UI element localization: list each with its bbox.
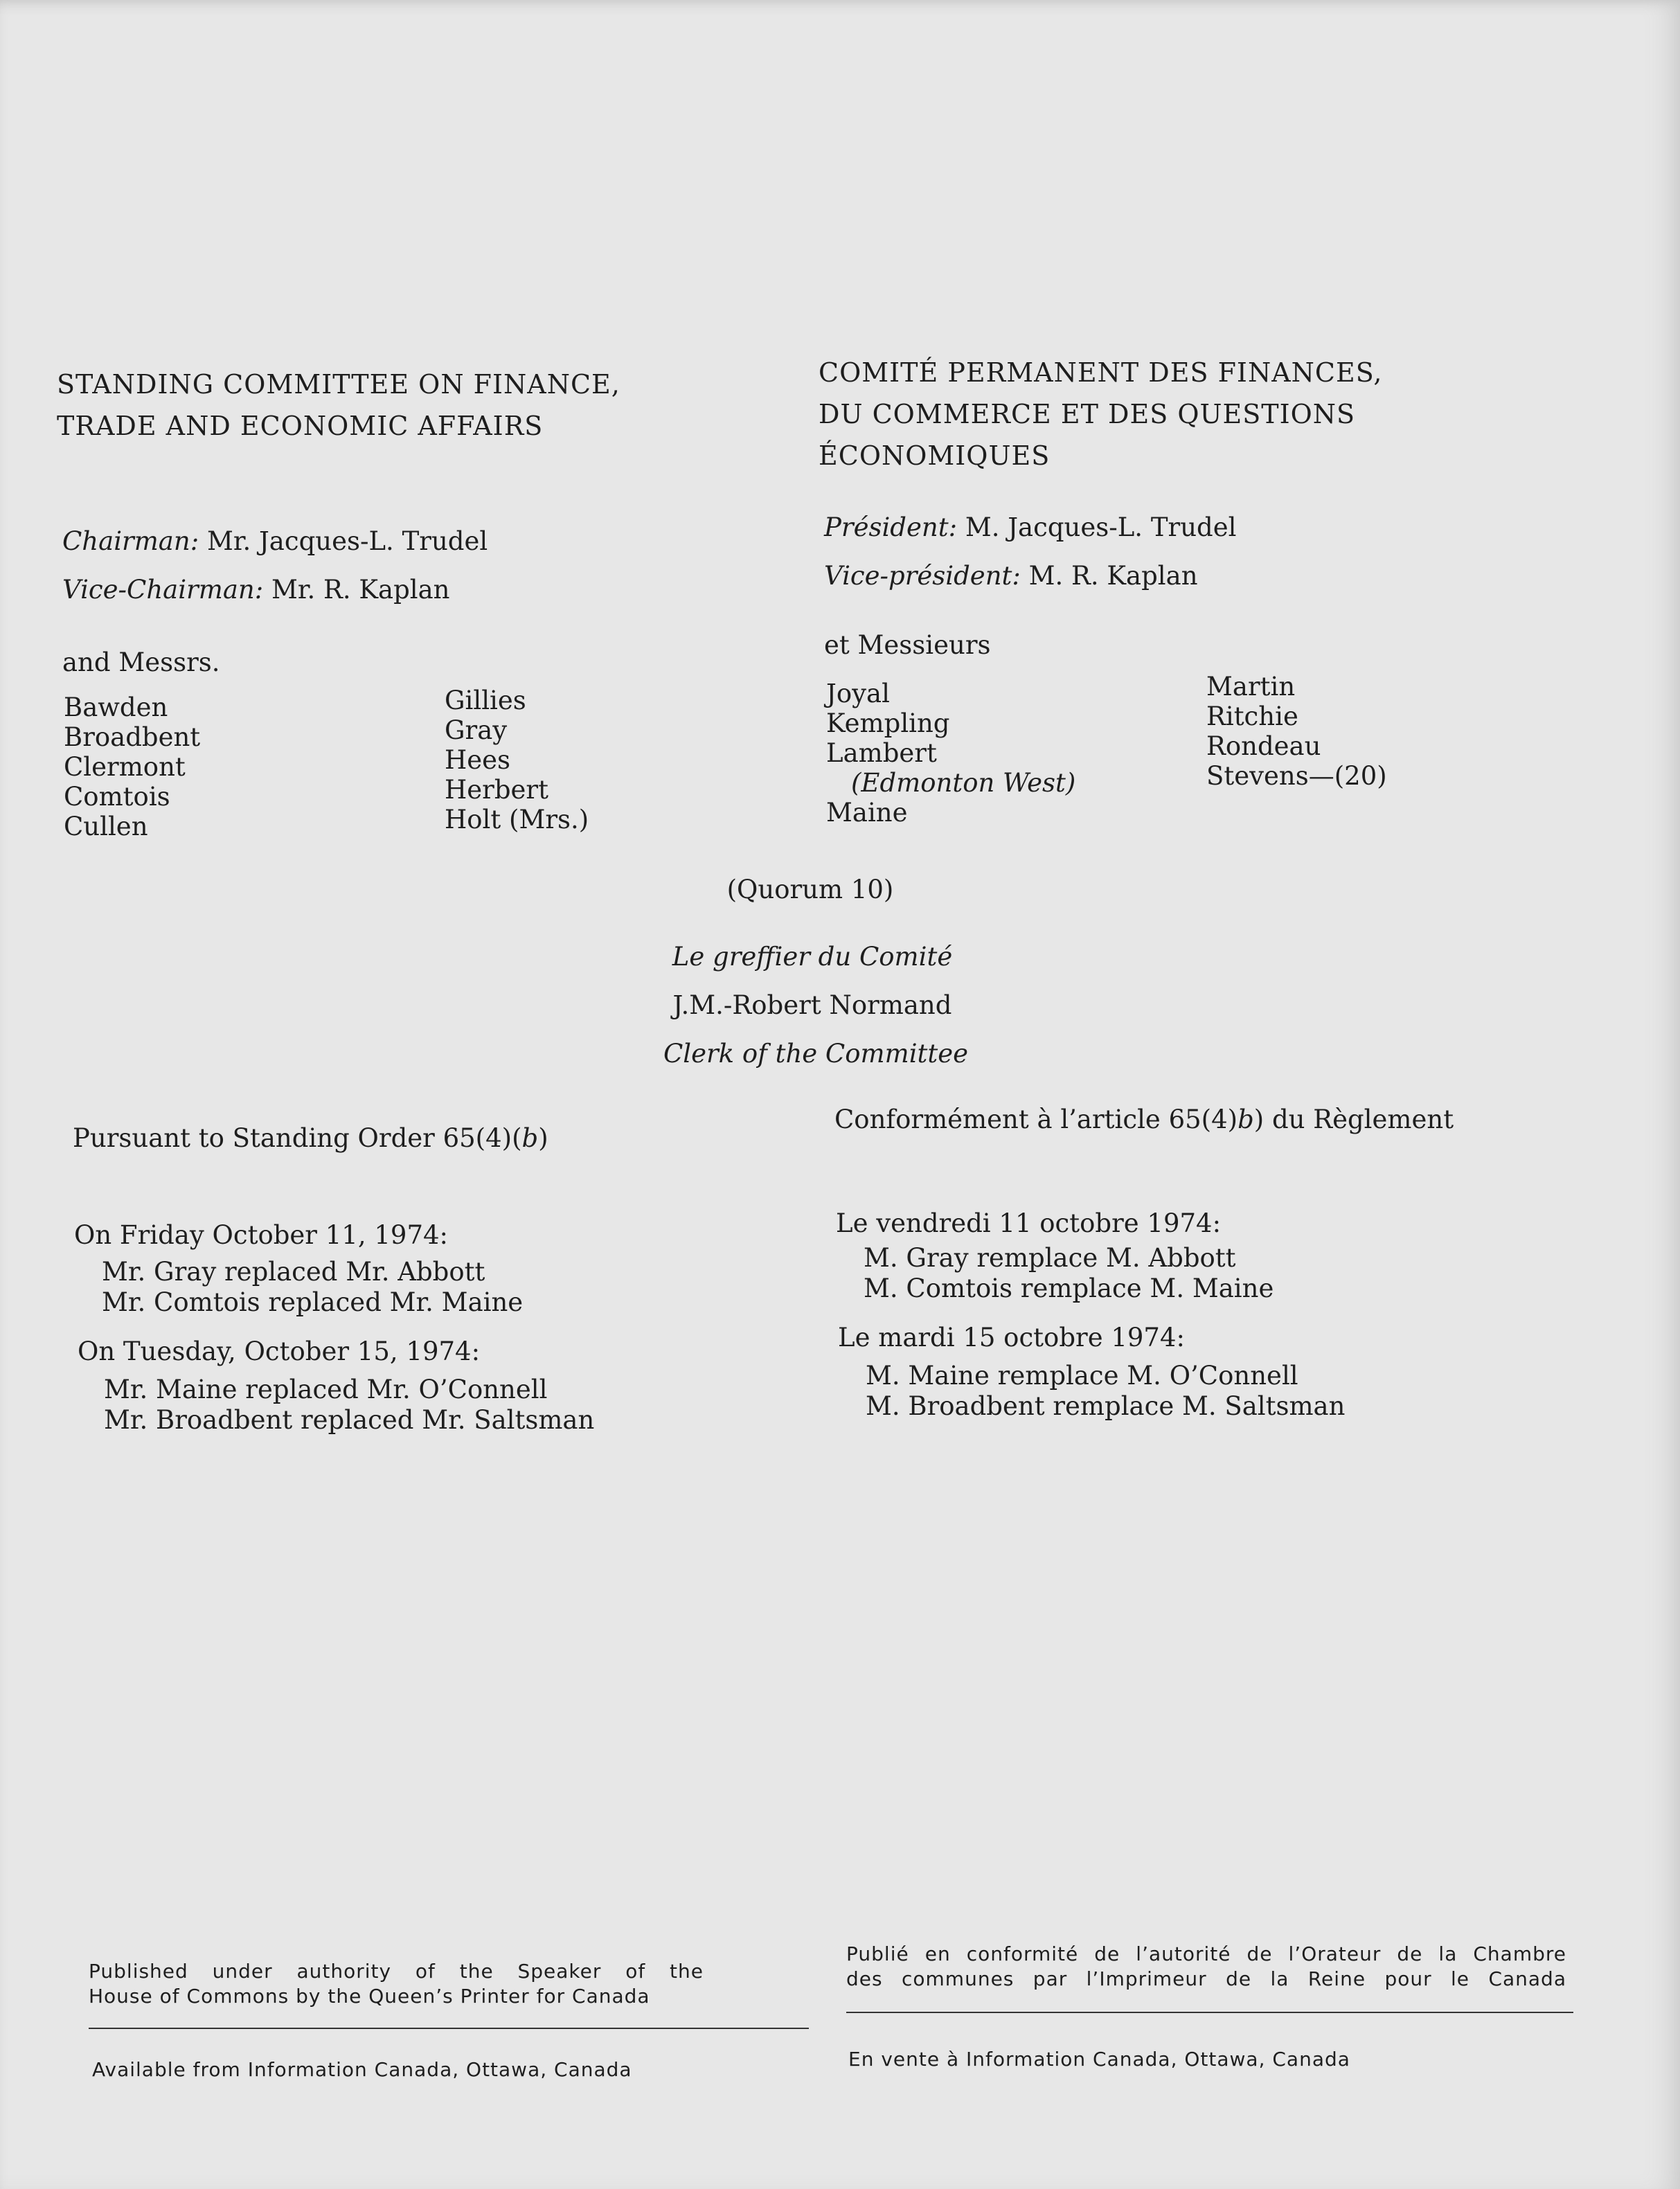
president-name: M. Jacques-L. Trudel — [965, 512, 1237, 542]
date1-fr: Le vendredi 11 octobre 1974: — [836, 1208, 1222, 1238]
list-item: M. Comtois remplace M. Maine — [864, 1274, 1274, 1303]
chairman-label: Chairman: — [62, 526, 199, 556]
date2-en-items — [104, 1375, 594, 1436]
list-item: Mr. Gray replaced Mr. Abbott — [102, 1257, 485, 1287]
greffier-label: Le greffier du Comité — [672, 942, 953, 972]
list-item: Mr. Maine replaced Mr. O’Connell — [104, 1375, 548, 1404]
list-item: Ritchie — [1206, 702, 1298, 731]
committee-title-fr-line3: ÉCONOMIQUES — [819, 440, 1051, 471]
published-fr-line2: des communes par l’Imprimeur de la Reine pour le Canada — [846, 1967, 1566, 1990]
vice-chairman-en — [62, 575, 449, 605]
date1-en: On Friday October 11, 1974: — [74, 1220, 448, 1250]
list-item: Comtois — [64, 782, 170, 812]
list-item: Herbert — [445, 775, 548, 805]
committee-title-fr-line2: DU COMMERCE ET DES QUESTIONS — [819, 399, 1356, 429]
published-fr: Publié en conformité de l’autorité de l’Orateur de la Chambre — [846, 1942, 1566, 1965]
list-item: Cullen — [64, 812, 148, 841]
date1-en-items — [102, 1257, 523, 1318]
members-fr-col1 — [826, 679, 1075, 828]
committee-title-fr-line1: COMITÉ PERMANENT DES FINANCES, — [819, 357, 1383, 388]
vice-chairman-name: Mr. R. Kaplan — [271, 575, 450, 605]
list-item: Stevens—(20) — [1206, 761, 1387, 791]
date2-fr: Le mardi 15 octobre 1974: — [838, 1323, 1185, 1352]
committee-title-en-line2: TRADE AND ECONOMIC AFFAIRS — [57, 411, 544, 441]
list-item-note: (Edmonton West) — [851, 768, 1076, 798]
list-item: Mr. Comtois replaced Mr. Maine — [102, 1287, 524, 1317]
quorum: (Quorum 10) — [726, 875, 894, 904]
vice-president-name: M. R. Kaplan — [1028, 561, 1198, 591]
available-en: Available from Information Canada, Ottawa, Canada — [92, 2058, 632, 2081]
list-item: Martin — [1206, 672, 1296, 702]
president-fr — [824, 512, 1236, 543]
published-en-line2: House of Commons by the Queen’s Printer for Canada — [89, 1985, 650, 2008]
members-en-col1 — [64, 693, 200, 841]
chairman-en — [62, 526, 488, 557]
date2-fr-items — [866, 1361, 1345, 1422]
list-item: Rondeau — [1206, 731, 1321, 761]
conformement-fr: Conformément à l’article 65(4)b) du Règlement — [834, 1105, 1454, 1134]
committee-title-fr — [819, 352, 1580, 476]
list-item: Hees — [445, 745, 511, 775]
pursuant-en: Pursuant to Standing Order 65(4)(b) — [73, 1123, 548, 1153]
list-item: Gillies — [445, 686, 526, 715]
et-messieurs: et Messieurs — [824, 630, 991, 660]
list-item: M. Broadbent remplace M. Saltsman — [866, 1391, 1346, 1421]
vice-chairman-label: Vice-Chairman: — [62, 575, 264, 605]
list-item: Lambert — [826, 738, 937, 768]
clerk-name: J.M.-Robert Normand — [672, 990, 952, 1020]
list-item: Mr. Broadbent replaced Mr. Saltsman — [104, 1405, 595, 1435]
chairman-name: Mr. Jacques-L. Trudel — [206, 526, 488, 556]
vice-president-fr — [824, 561, 1198, 591]
date2-en: On Tuesday, October 15, 1974: — [78, 1337, 481, 1366]
list-item: Maine — [826, 798, 908, 828]
list-item: M. Maine remplace M. O’Connell — [866, 1361, 1298, 1391]
available-fr: En vente à Information Canada, Ottawa, Canada — [848, 2048, 1350, 2071]
list-item: Kempling — [826, 708, 950, 738]
list-item: Clermont — [64, 752, 186, 782]
divider — [89, 2028, 809, 2029]
members-fr-col2 — [1206, 672, 1387, 791]
committee-title-en — [57, 364, 819, 447]
divider — [846, 2012, 1573, 2013]
published-en: Published under authority of the Speaker of the — [89, 1960, 704, 1983]
president-label: Président: — [824, 512, 958, 542]
and-messrs: and Messrs. — [62, 647, 220, 677]
list-item: Joyal — [826, 679, 890, 708]
list-item: M. Gray remplace M. Abbott — [864, 1243, 1236, 1273]
committee-title-en-line1: STANDING COMMITTEE ON FINANCE, — [57, 369, 620, 400]
members-en-col2 — [445, 686, 589, 834]
date1-fr-items — [864, 1243, 1274, 1304]
vice-president-label: Vice-président: — [824, 561, 1021, 591]
list-item: Holt (Mrs.) — [445, 805, 589, 834]
list-item: Gray — [445, 715, 508, 745]
clerk-title: Clerk of the Committee — [663, 1039, 969, 1069]
list-item: Broadbent — [64, 722, 201, 752]
list-item: Bawden — [64, 693, 168, 722]
